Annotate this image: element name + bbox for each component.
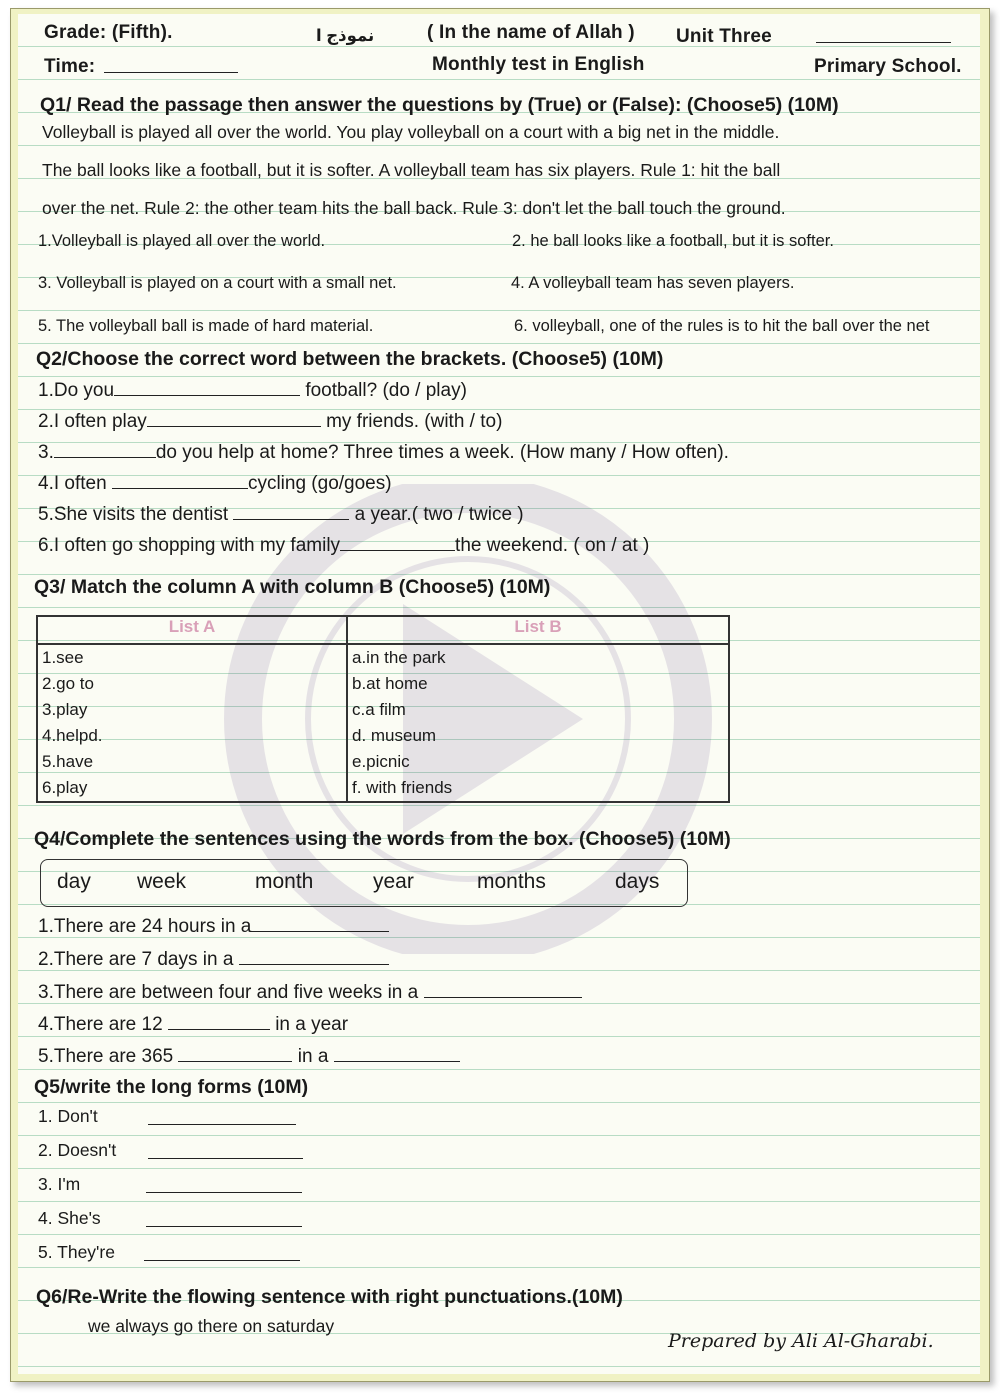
q5-item: 4. She's: [38, 1208, 101, 1228]
grade-label: Grade: (Fifth).: [44, 22, 173, 43]
list-b-item: a.in the park: [352, 648, 446, 667]
answer-blank: [168, 1029, 270, 1030]
word-box-item: day: [57, 870, 91, 893]
q3-title: Q3/ Match the column A with column B (Choose5) (10M): [34, 576, 551, 598]
q2-item-3: [38, 442, 729, 464]
answer-blank: [146, 1192, 302, 1193]
bismillah: ( In the name of Allah ): [427, 22, 635, 43]
q1-item: 5. The volleyball ball is made of hard material.: [38, 317, 374, 335]
q2-item-post: a year.( two / twice ): [354, 504, 524, 525]
q4-item-5: [38, 1046, 460, 1068]
q5-item: 5. They're: [38, 1242, 115, 1262]
q2-item-pre: 2.I often play: [38, 411, 147, 432]
answer-blank: [146, 1226, 302, 1227]
school-label: Primary School.: [814, 56, 962, 77]
q2-item-pre: 6.I often go shopping with my family: [38, 535, 341, 556]
unit-blank: [816, 42, 951, 43]
word-box-item: week: [137, 870, 187, 893]
q1-item: 1.Volleyball is played all over the world.: [38, 232, 326, 250]
answer-blank: [147, 426, 321, 427]
list-b-item: c.a film: [352, 700, 406, 719]
q5-item: 3. I'm: [38, 1174, 81, 1194]
q4-item-3: [38, 982, 582, 1004]
q4-item-pre: 4.There are 12: [38, 1014, 163, 1035]
list-b-column: [347, 644, 729, 802]
list-a-item: 5.have: [42, 752, 94, 771]
prepared-by: Prepared by Ali Al-Gharabi.: [668, 1330, 934, 1352]
list-a-item: 2.go to: [42, 674, 94, 693]
q4-item-post: in a year: [275, 1014, 349, 1035]
q1-item: 4. A volleyball team has seven players.: [511, 274, 795, 292]
q1-passage-line: The ball looks like a football, but it is softer. A volleyball team has six players. Rule 1: hit the ball: [42, 160, 781, 180]
answer-blank: [334, 1061, 460, 1062]
q2-item-1: [38, 380, 467, 402]
q2-item-post: the weekend. ( on / at ): [455, 535, 650, 556]
q1-item: 6. volleyball, one of the rules is to hit the ball over the net: [514, 317, 930, 335]
q4-item-1: [38, 916, 389, 938]
list-a-item: 1.see: [42, 648, 84, 667]
word-box-item: days: [615, 870, 660, 893]
q2-item-pre: 1.Do you: [38, 380, 115, 401]
q2-item-post: do you help at home? Three times a week. (How many / How often).: [155, 442, 729, 463]
q1-item: 3. Volleyball is played on a court with a small net.: [38, 274, 397, 292]
q4-item-pre: 3.There are between four and five weeks in a: [38, 982, 419, 1003]
q2-item-6: [38, 535, 649, 557]
answer-blank: [148, 1158, 303, 1159]
word-box-item: months: [477, 870, 546, 893]
q2-item-4: [38, 473, 392, 495]
answer-blank: [233, 519, 349, 520]
list-a-column: [37, 644, 347, 802]
answer-blank: [114, 395, 300, 396]
q1-item: 2. he ball looks like a football, but it is softer.: [512, 232, 834, 250]
q5-item: 2. Doesn't: [38, 1140, 117, 1160]
list-b-item: b.at home: [352, 674, 428, 693]
list-a-header: List A: [37, 616, 347, 644]
q6-sentence: we always go there on saturday: [88, 1316, 335, 1336]
q4-item-post: in a: [297, 1046, 329, 1067]
time-blank: [104, 72, 238, 73]
answer-blank: [178, 1061, 292, 1062]
word-box-item: month: [255, 870, 314, 893]
list-b-item: f. with friends: [352, 778, 453, 797]
answer-blank: [340, 550, 455, 551]
q2-item-5: [38, 504, 524, 526]
q1-passage-line: Volleyball is played all over the world. You play volleyball on a court with a big net in the middle.: [42, 122, 780, 142]
model-label: نموذج ا: [316, 27, 375, 45]
list-a-item: 4.helpd.: [42, 726, 103, 745]
q2-item-pre: 5.She visits the dentist: [38, 504, 229, 525]
word-box: [40, 859, 688, 907]
list-a-item: 3.play: [42, 700, 88, 719]
q6-title: Q6/Re-Write the flowing sentence with right punctuations.(10M): [36, 1286, 623, 1308]
q2-item-post: my friends. (with / to): [326, 411, 503, 432]
q2-item-post: football? (do / play): [305, 380, 467, 401]
time-label: Time:: [44, 56, 96, 77]
list-b-item: e.picnic: [352, 752, 410, 771]
answer-blank: [239, 964, 389, 965]
answer-blank: [148, 1124, 296, 1125]
q2-item-post: cycling (go/goes): [247, 473, 392, 494]
q1-title: Q1/ Read the passage then answer the questions by (True) or (False): (Choose5) (10M): [40, 94, 839, 116]
answer-blank: [424, 997, 582, 998]
answer-blank: [112, 488, 248, 489]
q1-passage-line: over the net. Rule 2: the other team hits the ball back. Rule 3: don't let the ball touch the ground.: [42, 198, 786, 218]
list-b-item: d. museum: [352, 726, 437, 745]
q5-item: 1. Don't: [38, 1106, 98, 1126]
q4-item-pre: 2.There are 7 days in a: [38, 949, 234, 970]
answer-blank: [54, 457, 156, 458]
q5-title: Q5/write the long forms (10M): [34, 1076, 309, 1098]
answer-blank: [251, 931, 389, 932]
q4-title: Q4/Complete the sentences using the words from the box. (Choose5) (10M): [34, 828, 731, 850]
q4-item-4: [38, 1014, 348, 1036]
q2-item-pre: 4.I often: [38, 473, 107, 494]
unit-label: Unit Three: [676, 26, 772, 47]
list-b-header: List B: [347, 616, 729, 644]
list-a-item: 6.play: [42, 778, 88, 797]
answer-blank: [144, 1260, 300, 1261]
test-title: Monthly test in English: [432, 54, 645, 75]
q4-item-pre: 1.There are 24 hours in a: [38, 916, 252, 937]
word-box-item: year: [373, 870, 414, 893]
worksheet: [18, 14, 980, 1374]
q2-item-2: [38, 411, 502, 433]
q2-item-pre: 3.: [38, 442, 54, 463]
match-table: [36, 615, 730, 803]
q2-title: Q2/Choose the correct word between the brackets. (Choose5) (10M): [36, 348, 664, 370]
q4-item-2: [38, 949, 389, 971]
q4-item-pre: 5.There are 365: [38, 1046, 174, 1067]
